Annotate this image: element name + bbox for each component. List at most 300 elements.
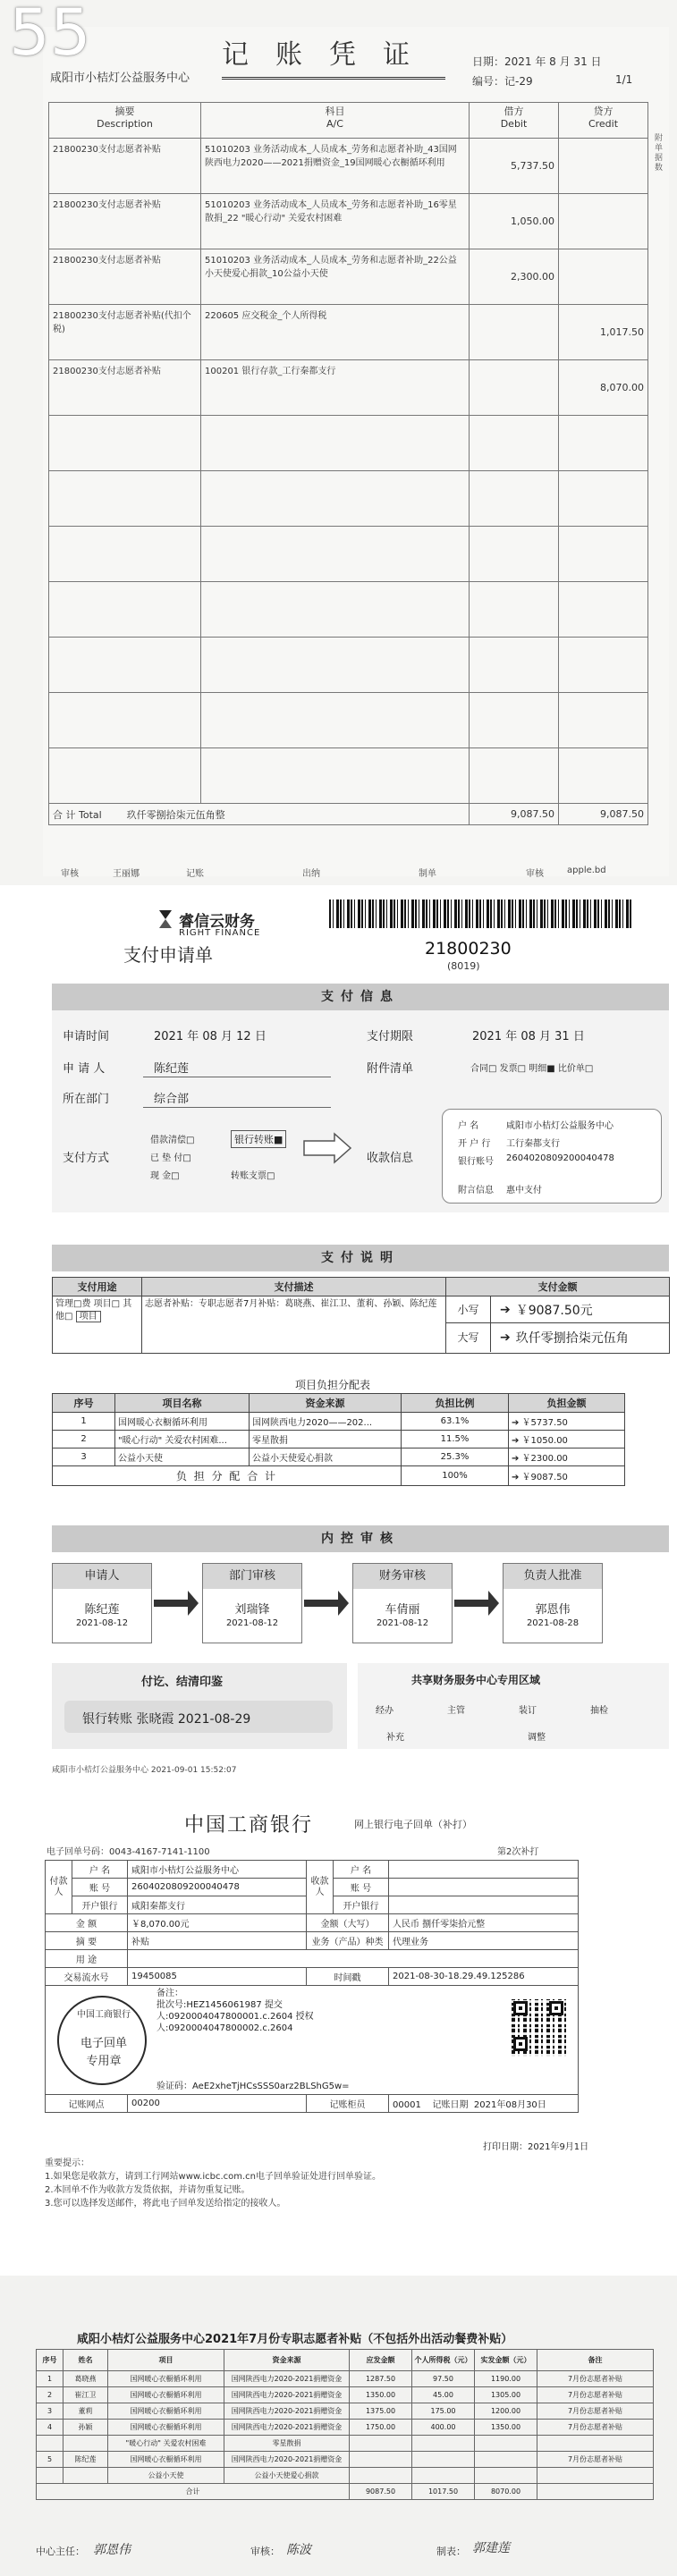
- alloc-header-source: 资金来源: [250, 1394, 402, 1413]
- payee-name: [389, 1861, 579, 1879]
- voucher-empty-cell: [559, 693, 648, 748]
- recv-name: 咸阳市小桔灯公益服务中心: [506, 1121, 614, 1131]
- payee-acct-label: 账 号: [334, 1879, 389, 1896]
- header-account: 科目 A/C: [201, 103, 470, 139]
- subsidy-cell: [350, 2436, 412, 2452]
- flow-step: [352, 1563, 453, 1643]
- subsidy-cell: 175.00: [412, 2403, 475, 2420]
- header-summary: 摘要 Description: [49, 103, 201, 139]
- small-amount: ￥9087.50元: [515, 1303, 593, 1318]
- subsidy-cell: [475, 2468, 537, 2484]
- subsidy-cell: 1350.00: [350, 2387, 412, 2403]
- biz-label: 业务（产品）种类: [307, 1932, 389, 1950]
- qr-corner-icon: [549, 2001, 563, 2015]
- apply-time-label: 申请时间: [63, 1030, 110, 1043]
- method-bank-transfer: 银行转账■: [231, 1130, 286, 1148]
- alloc-row: [53, 1413, 625, 1431]
- desc-header-amount: 支付金额: [446, 1278, 670, 1296]
- footer-teller-cell: 00001 记账日期 2021年08月30日: [389, 2095, 579, 2113]
- flow-step: [202, 1563, 302, 1643]
- alloc-cell-src: 零星散捐: [250, 1431, 402, 1448]
- recv-note: 惠中支付: [506, 1186, 542, 1195]
- footer-teller-label: 记账柜员: [307, 2095, 389, 2113]
- subsidy-cell: [63, 2436, 108, 2452]
- sign-audit-name: 王丽娜: [113, 869, 140, 879]
- method-advanced: 已 垫 付□: [150, 1153, 191, 1163]
- flow-arrow-line: [454, 1600, 490, 1607]
- flow-arrow-line: [154, 1600, 190, 1607]
- serial: 19450085: [128, 1968, 307, 1986]
- subsidy-total-paid: 8070.00: [475, 2484, 537, 2500]
- method-arrow-icon: [302, 1132, 352, 1164]
- stamp-bot-text: 专用章: [86, 2055, 122, 2068]
- flow-role: 部门审核: [203, 1564, 301, 1589]
- alloc-table: [52, 1393, 625, 1486]
- subsidy-header: 项目: [108, 2350, 224, 2371]
- purpose-label: 摘 要: [46, 1932, 128, 1950]
- method-loan: 借款清偿□: [150, 1136, 195, 1145]
- subsidy-row: [37, 2468, 654, 2484]
- voucher-empty-cell: [201, 471, 470, 527]
- voucher-row-account: 51010203 业务活动成本_人员成本_劳务和志愿者补助_16零星散捐_22 "暖心行动" 关爱农村困难: [201, 194, 470, 249]
- payee-name-label: 户 名: [334, 1861, 389, 1879]
- subsidy-cell: 7月份志愿者补贴: [537, 2403, 654, 2420]
- alloc-title: 项目负担分配表: [295, 1379, 371, 1391]
- flow-date: 2021-08-28: [526, 1618, 580, 1628]
- recv-name-label: 户 名: [458, 1121, 479, 1131]
- flow-arrow-line: [304, 1600, 340, 1607]
- voucher-row-account: 51010203 业务活动成本_人员成本_劳务和志愿者补助_22公益小天使爱心捐款_10公益小天使: [201, 249, 470, 305]
- voucher-paper: [43, 27, 669, 879]
- sign-audit-label: 审核: [61, 869, 79, 879]
- sign-checker-label: 审核: [526, 869, 544, 879]
- alloc-total-ratio: 100%: [402, 1466, 509, 1486]
- alloc-cell-name: 公益小天使: [115, 1448, 250, 1466]
- subsidy-row: [37, 2436, 654, 2452]
- stamp-mid-text: 电子回单: [80, 2037, 127, 2050]
- alloc-total-amount: ➔ ￥9087.50: [509, 1466, 625, 1486]
- alloc-cell-amt: ➔ ￥5737.50: [509, 1413, 625, 1431]
- voucher-empty-cell: [49, 693, 201, 748]
- subsidy-cell: 7月份志愿者补贴: [537, 2420, 654, 2436]
- subsidy-cell: 葛晓燕: [63, 2371, 108, 2387]
- subsidy-cell: 公益小天使: [108, 2468, 224, 2484]
- subsidy-total-note: [537, 2484, 654, 2500]
- shared-item-supplement: 补充: [386, 1733, 404, 1743]
- applicant-label: 申 请 人: [63, 1062, 106, 1076]
- print-count: 第2次补打: [497, 1847, 539, 1857]
- shared-item-handle: 经办: [376, 1706, 394, 1716]
- subsidy-cell: 国网陕西电力2020-2021捐赠资金: [224, 2420, 350, 2436]
- subsidy-cell: 2: [37, 2387, 63, 2403]
- desc-header-purpose: 支付用途: [53, 1278, 142, 1296]
- subsidy-cell: 3: [37, 2403, 63, 2420]
- sign-review-name: 陈波: [286, 2543, 311, 2557]
- payer-bank: 咸阳秦都支行: [128, 1896, 307, 1914]
- applicant: 陈纪莲: [154, 1062, 190, 1076]
- receipt-number: 电子回单号码：0043-4167-7141-1100: [47, 1847, 210, 1857]
- subsidy-cell: 1750.00: [350, 2420, 412, 2436]
- bank-title: 中国工商银行: [184, 1814, 314, 1837]
- subsidy-cell: 陈纪莲: [63, 2452, 108, 2468]
- notes-title: 重要提示：: [45, 2158, 89, 2168]
- subsidy-cell: [537, 2436, 654, 2452]
- subsidy-header: 应发金额: [350, 2350, 412, 2371]
- subsidy-cell: 7月份志愿者补贴: [537, 2452, 654, 2468]
- amount-label: 金 额: [46, 1914, 128, 1932]
- big-amount: 玖仟零捌拾柒元伍角: [515, 1331, 629, 1346]
- sign-center-label: 中心主任：: [36, 2546, 85, 2557]
- voucher-page: 1/1: [615, 73, 633, 86]
- payer-name-label: 户 名: [72, 1861, 128, 1879]
- sign-review-label: 审核：: [250, 2546, 280, 2557]
- voucher-empty-row: [49, 416, 648, 471]
- subsidy-cell: [350, 2468, 412, 2484]
- alloc-cell-src: 国网陕西电力2020——202...: [250, 1413, 402, 1431]
- alloc-cell-name: 国网暖心衣橱循环利用: [115, 1413, 250, 1431]
- voucher-table: [48, 102, 648, 825]
- brand-logo-icon: [157, 908, 174, 930]
- shared-item-adjust: 调整: [528, 1733, 546, 1743]
- memo: 批次号:HEZ1456061987 提交人:0920004047800001.c.2604 授权人:0920004047800002.c.2604: [157, 2000, 314, 2033]
- voucher-empty-cell: [470, 471, 559, 527]
- subsidy-row: [37, 2403, 654, 2420]
- alloc-cell-ratio: 25.3%: [402, 1448, 509, 1466]
- brand-name-en: RIGHT FINANCE: [179, 928, 261, 938]
- method-label: 支付方式: [63, 1152, 110, 1165]
- method-check: 转账支票□: [231, 1171, 275, 1181]
- sign-cashier-label: 出纳: [302, 869, 320, 879]
- barcode: [329, 899, 633, 928]
- subsidy-cell: [37, 2436, 63, 2452]
- subsidy-cell: 1375.00: [350, 2403, 412, 2420]
- alloc-header-name: 项目名称: [115, 1394, 250, 1413]
- section-internal-audit: 内控审核: [52, 1525, 669, 1552]
- shared-item-check: 抽检: [590, 1706, 608, 1716]
- barcode-number: 21800230: [425, 939, 512, 959]
- payer-name: 咸阳市小桔灯公益服务中心: [128, 1861, 307, 1879]
- voucher-row-debit: 5,737.50: [470, 139, 559, 194]
- voucher-empty-cell: [559, 527, 648, 582]
- subsidy-cell: 崔江卫: [63, 2387, 108, 2403]
- subsidy-cell: 国网暖心衣橱循环利用: [108, 2403, 224, 2420]
- serial-label: 交易流水号: [46, 1968, 128, 1986]
- recv-acct: 2604020809200040478: [506, 1153, 614, 1163]
- voucher-empty-cell: [201, 582, 470, 638]
- subsidy-title: 咸阳小桔灯公益服务中心2021年7月份专职志愿者补贴（不包括外出活动餐费补贴）: [77, 2333, 513, 2346]
- subsidy-header: 资金来源: [224, 2350, 350, 2371]
- subsidy-cell: 国网暖心衣橱循环利用: [108, 2452, 224, 2468]
- flow-arrow-icon: [188, 1591, 199, 1616]
- bank-subtitle: 网上银行电子回单（补打）: [354, 1819, 472, 1830]
- subsidy-cell: [475, 2452, 537, 2468]
- header-credit: 贷方 Credit: [559, 103, 648, 139]
- subsidy-cell: 孙颖: [63, 2420, 108, 2436]
- alloc-cell-amt: ➔ ￥1050.00: [509, 1431, 625, 1448]
- voucher-row-credit: 1,017.50: [559, 305, 648, 360]
- section-pay-desc: 支付说明: [52, 1245, 669, 1271]
- shared-title: 共享财务服务中心专用区域: [411, 1674, 541, 1686]
- flow-name: 车倩丽: [385, 1603, 420, 1617]
- receiver-label: 收款信息: [367, 1152, 414, 1165]
- shared-item-supervisor: 主管: [447, 1706, 465, 1716]
- subsidy-cell: [412, 2452, 475, 2468]
- attach-label: 附件清单: [367, 1062, 414, 1076]
- voucher-row-account: 220605 应交税金_个人所得税: [201, 305, 470, 360]
- alloc-header-no: 序号: [53, 1394, 115, 1413]
- use: [128, 1950, 579, 1968]
- alloc-header-ratio: 负担比例: [402, 1394, 509, 1413]
- voucher-empty-cell: [470, 748, 559, 804]
- subsidy-cell: 400.00: [412, 2420, 475, 2436]
- voucher-row-summary: 21800230支付志愿者补贴(代扣个税): [49, 305, 201, 360]
- subsidy-cell: 4: [37, 2420, 63, 2436]
- verify-code: 验证码：AeE2xheTjHCsSSS0arz2BLShG5w=: [157, 2082, 350, 2091]
- voucher-row: [49, 139, 648, 194]
- sign-maker-label: 制单: [419, 869, 436, 879]
- subsidy-cell: 1287.50: [350, 2371, 412, 2387]
- flow-date: 2021-08-12: [225, 1618, 279, 1628]
- voucher-number: 编号：记-29: [472, 75, 533, 88]
- subsidy-cell: "暖心行动" 关爱农村困难: [108, 2436, 224, 2452]
- voucher-empty-row: [49, 638, 648, 693]
- voucher-empty-cell: [49, 527, 201, 582]
- voucher-row-summary: 21800230支付志愿者补贴: [49, 360, 201, 416]
- recv-note-label: 附言信息: [458, 1186, 494, 1195]
- bank-stamp: [57, 1996, 147, 2085]
- memo-label: 备注：: [157, 1989, 183, 1998]
- flow-role: 财务审核: [353, 1564, 452, 1589]
- biz: 代理业务: [389, 1932, 579, 1950]
- flow-name: 陈纪莲: [84, 1603, 120, 1617]
- pay-desc-table: [52, 1277, 670, 1354]
- subsidy-cell: 45.00: [412, 2387, 475, 2403]
- payer-acct-label: 账 号: [72, 1879, 128, 1896]
- footer-branch: 00200: [128, 2095, 307, 2113]
- note-2: 2.本回单不作为收款方发货依据，并请勿重复记账。: [45, 2185, 250, 2195]
- subsidy-cell: 1200.00: [475, 2403, 537, 2420]
- voucher-title: 记账凭证: [222, 39, 436, 71]
- flow-role: 负责人批准: [504, 1564, 602, 1589]
- flow-name: 刘瑞锋: [234, 1603, 270, 1617]
- alloc-cell-no: 1: [53, 1413, 115, 1431]
- voucher-empty-cell: [559, 638, 648, 693]
- flow-step: [503, 1563, 603, 1643]
- voucher-total-credit: 9,087.50: [559, 804, 648, 825]
- voucher-row-summary: 21800230支付志愿者补贴: [49, 194, 201, 249]
- desc-amount-cell: [446, 1296, 670, 1354]
- voucher-title-underline: [222, 77, 445, 80]
- section-pay-info: 支付信息: [52, 984, 669, 1010]
- flow-name: 郭恩伟: [535, 1603, 571, 1617]
- subsidy-cell: 97.50: [412, 2371, 475, 2387]
- subsidy-cell: 零星散捐: [224, 2436, 350, 2452]
- voucher-empty-cell: [49, 748, 201, 804]
- voucher-row-debit: [470, 305, 559, 360]
- subsidy-cell: [412, 2468, 475, 2484]
- subsidy-cell: 国网暖心衣橱循环利用: [108, 2387, 224, 2403]
- sign-maker-name: 郭建莲: [472, 2541, 510, 2555]
- voucher-empty-cell: [49, 416, 201, 471]
- big-amount-label: 大写: [446, 1323, 491, 1352]
- alloc-cell-amt: ➔ ￥2300.00: [509, 1448, 625, 1466]
- subsidy-cell: 1190.00: [475, 2371, 537, 2387]
- recv-bank: 工行秦都支行: [506, 1139, 560, 1149]
- voucher-empty-cell: [470, 416, 559, 471]
- method-cash: 现 金□: [150, 1171, 180, 1181]
- payee-bank: [389, 1896, 579, 1914]
- barcode-sub: (8019): [447, 960, 480, 972]
- voucher-empty-cell: [470, 527, 559, 582]
- shared-item-binding: 装订: [519, 1706, 537, 1716]
- subsidy-header: 备注: [537, 2350, 654, 2371]
- time: 2021-08-30-18.29.49.125286: [389, 1968, 579, 1986]
- subsidy-sheet: [0, 2276, 677, 2576]
- qr-corner-icon: [513, 2037, 528, 2051]
- dept-label: 所在部门: [63, 1093, 110, 1106]
- bank-notes: [45, 2157, 581, 2210]
- subsidy-cell: [537, 2468, 654, 2484]
- time-label: 时间戳: [307, 1968, 389, 1986]
- sign-accounting-label: 记账: [186, 869, 204, 879]
- voucher-empty-cell: [470, 693, 559, 748]
- settle-title: 付讫、结清印鉴: [141, 1676, 224, 1689]
- flow-arrow-icon: [338, 1591, 349, 1616]
- voucher-empty-row: [49, 748, 648, 804]
- amount: ￥8,070.00元: [128, 1914, 307, 1932]
- flow-date: 2021-08-12: [75, 1618, 129, 1628]
- flow-step: [52, 1563, 152, 1643]
- dept-underline: [143, 1107, 331, 1108]
- payment-footer: 咸阳市小桔灯公益服务中心 2021-09-01 15:52:07: [52, 1766, 237, 1775]
- subsidy-row: [37, 2452, 654, 2468]
- payer-bank-label: 开户银行: [72, 1896, 128, 1914]
- voucher-empty-cell: [470, 582, 559, 638]
- alloc-cell-no: 3: [53, 1448, 115, 1466]
- alloc-total-label: 负 担 分 配 合 计: [53, 1466, 402, 1486]
- alloc-cell-ratio: 63.1%: [402, 1413, 509, 1431]
- voucher-empty-cell: [201, 527, 470, 582]
- stamp-top-text: 中国工商银行: [77, 2010, 131, 2020]
- use-label: 用 途: [46, 1950, 128, 1968]
- subsidy-cell: 国网陕西电力2020-2021捐赠资金: [224, 2403, 350, 2420]
- note-1: 1.如果您是收款方，请到工行网站www.icbc.com.cn电子回单验证处进行回单验证。: [45, 2172, 382, 2182]
- voucher-empty-row: [49, 471, 648, 527]
- voucher-unit: 咸阳市小桔灯公益服务中心: [50, 72, 190, 85]
- alloc-row: [53, 1448, 625, 1466]
- voucher-row-debit: 1,050.00: [470, 194, 559, 249]
- voucher-empty-cell: [559, 416, 648, 471]
- voucher-row-credit: [559, 139, 648, 194]
- flow-arrow-icon: [488, 1591, 499, 1616]
- sign-checker-name: apple.bd: [567, 866, 606, 875]
- voucher-row-debit: [470, 360, 559, 416]
- subsidy-cell: [412, 2436, 475, 2452]
- settle-text: 银行转账 张晓霞 2021-08-29: [82, 1712, 251, 1727]
- desc-purpose: 管理□费 项目□ 其他□ 项目: [53, 1296, 142, 1354]
- alloc-row: [53, 1431, 625, 1448]
- subsidy-cell: 公益小天使爱心捐款: [224, 2468, 350, 2484]
- voucher-row: [49, 249, 648, 305]
- voucher-empty-row: [49, 693, 648, 748]
- due-date: 2021 年 08 月 31 日: [472, 1030, 585, 1043]
- amount-cn: 人民币 捌仟零柒拾元整: [389, 1914, 579, 1932]
- subsidy-cell: [475, 2436, 537, 2452]
- sign-center-name: 郭恩伟: [93, 2543, 131, 2557]
- subsidy-header: 个人所得税（元）: [412, 2350, 475, 2371]
- voucher-row-credit: [559, 194, 648, 249]
- subsidy-header: 序号: [37, 2350, 63, 2371]
- voucher-row: [49, 360, 648, 416]
- sign-maker-label: 制表：: [436, 2546, 466, 2557]
- payer-acct: 2604020809200040478: [128, 1879, 307, 1896]
- voucher-total-label: 合 计 Total 玖仟零捌拾柒元伍角整: [49, 804, 470, 825]
- voucher-total-debit: 9,087.50: [470, 804, 559, 825]
- subsidy-row: [37, 2371, 654, 2387]
- purpose: 补贴: [128, 1932, 307, 1950]
- subsidy-cell: 国网陕西电力2020-2021捐赠资金: [224, 2371, 350, 2387]
- subsidy-cell: 董莉: [63, 2403, 108, 2420]
- attach-list: 合同□ 发票□ 明细■ 比价单□: [470, 1064, 594, 1074]
- voucher-empty-row: [49, 527, 648, 582]
- desc-text: 志愿者补贴：专职志愿者7月补贴：葛晓燕、崔江卫、董莉、孙颖、陈纪莲: [142, 1296, 446, 1354]
- voucher-empty-cell: [49, 638, 201, 693]
- voucher-row-summary: 21800230支付志愿者补贴: [49, 139, 201, 194]
- subsidy-cell: 1305.00: [475, 2387, 537, 2403]
- voucher-row-credit: [559, 249, 648, 305]
- payment-request-sheet: [0, 894, 677, 1788]
- subsidy-cell: [37, 2468, 63, 2484]
- subsidy-cell: 7月份志愿者补贴: [537, 2371, 654, 2387]
- voucher-empty-cell: [559, 582, 648, 638]
- flow-date: 2021-08-12: [376, 1618, 429, 1628]
- note-3: 3.您可以选择发送邮件，将此电子回单发送给指定的接收人。: [45, 2199, 286, 2209]
- voucher-row-credit: 8,070.00: [559, 360, 648, 416]
- voucher-empty-cell: [49, 471, 201, 527]
- desc-header-desc: 支付描述: [142, 1278, 446, 1296]
- voucher-row-summary: 21800230支付志愿者补贴: [49, 249, 201, 305]
- subsidy-cell: 1350.00: [475, 2420, 537, 2436]
- recv-bank-label: 开 户 行: [458, 1139, 491, 1149]
- alloc-cell-src: 公益小天使爱心捐款: [250, 1448, 402, 1466]
- subsidy-cell: 国网暖心衣橱循环利用: [108, 2420, 224, 2436]
- voucher-row: [49, 305, 648, 360]
- payee-bank-label: 开户银行: [334, 1896, 389, 1914]
- bank-receipt-sheet: [0, 1797, 677, 2262]
- recv-acct-label: 银行账号: [458, 1157, 494, 1167]
- voucher-date: 日期：2021 年 8 月 31 日: [472, 55, 602, 68]
- payee-label: 收款人: [307, 1861, 334, 1914]
- amount-cn-label: 金额（大写）: [307, 1914, 389, 1932]
- subsidy-total-due: 9087.50: [350, 2484, 412, 2500]
- voucher-empty-cell: [201, 416, 470, 471]
- voucher-empty-cell: [470, 638, 559, 693]
- voucher-empty-cell: [201, 693, 470, 748]
- flow-role: 申请人: [53, 1564, 151, 1589]
- subsidy-cell: 国网陕西电力2020-2021捐赠资金: [224, 2387, 350, 2403]
- voucher-empty-cell: [201, 638, 470, 693]
- voucher-side-note: 附单据数: [655, 134, 664, 173]
- subsidy-cell: 5: [37, 2452, 63, 2468]
- subsidy-row: [37, 2420, 654, 2436]
- voucher-empty-cell: [201, 748, 470, 804]
- qr-corner-icon: [513, 2001, 528, 2015]
- print-date: 打印日期：2021年9月1日: [483, 2142, 589, 2152]
- subsidy-table: [36, 2349, 654, 2500]
- due-label: 支付期限: [367, 1030, 414, 1043]
- page-number: 55: [9, 0, 91, 70]
- voucher-row-account: 100201 银行存款_工行秦都支行: [201, 360, 470, 416]
